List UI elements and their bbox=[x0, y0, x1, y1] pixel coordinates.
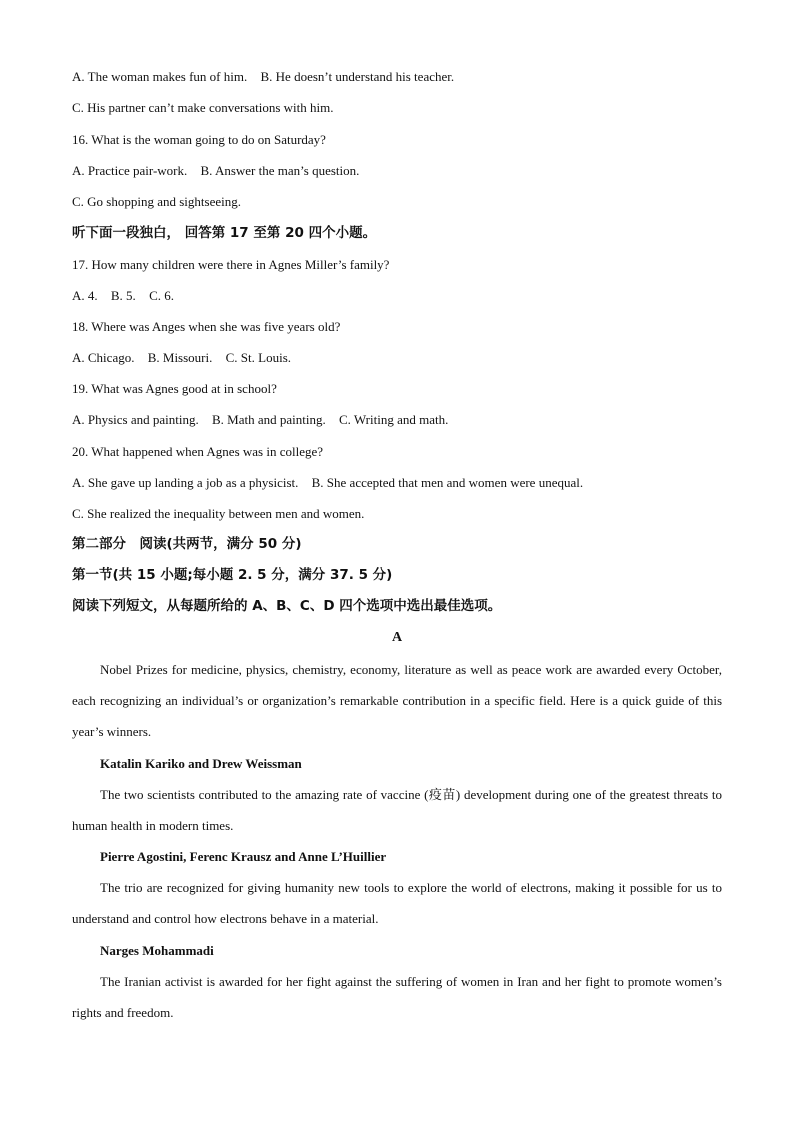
q18-option-b: B. Missouri. bbox=[147, 350, 213, 365]
winner-description-1: The two scientists contributed to the amazing rate of vaccine (疫苗) development during one of the greatest threats to human health in modern times. bbox=[72, 787, 722, 833]
passage-intro-paragraph: Nobel Prizes for medicine, physics, chemistry, economy, literature as well as peace work are awarded every October, each recognizing an individual’s or organization’s remarkable contribution in a specific field. Here is a quick guide of this year’s winners. bbox=[72, 662, 722, 739]
passage-label: A bbox=[391, 630, 403, 645]
q15-options-row-1 bbox=[72, 68, 454, 85]
q17-question: 17. How many children were there in Agnes Miller’s family? bbox=[72, 257, 390, 272]
q17-option-b: B. 5. bbox=[110, 288, 136, 303]
winner-name-3: Narges Mohammadi bbox=[100, 943, 214, 958]
q16-question: 16. What is the woman going to do on Saturday? bbox=[72, 132, 326, 147]
q19-question: 19. What was Agnes good at in school? bbox=[72, 381, 277, 396]
q20-option-b: B. She accepted that men and women were unequal. bbox=[311, 475, 584, 490]
q17-options bbox=[72, 287, 174, 304]
q20-question: 20. What happened when Agnes was in college? bbox=[72, 444, 324, 459]
q19-option-b: B. Math and painting. bbox=[212, 412, 326, 427]
winner-name-2: Pierre Agostini, Ferenc Krausz and Anne L’Huillier bbox=[100, 849, 387, 864]
q19-option-c: C. Writing and math. bbox=[339, 412, 449, 427]
q15-option-c: C. His partner can’t make conversations with him. bbox=[72, 100, 334, 115]
winner-name-1: Katalin Kariko and Drew Weissman bbox=[100, 756, 302, 771]
winner-description-3: The Iranian activist is awarded for her fight against the suffering of women in Iran and her fight to promote women’s rights and freedom. bbox=[72, 974, 722, 1020]
q17-option-c: C. 6. bbox=[149, 288, 174, 303]
q15-option-b: B. He doesn’t understand his teacher. bbox=[260, 69, 455, 84]
reading-instruction: 阅读下列短文，从每题所给的 A、B、C、D 四个选项中选出最佳选项。 bbox=[72, 598, 502, 614]
q15-option-a: A. The woman makes fun of him. bbox=[72, 69, 248, 84]
q17-option-a: A. 4. bbox=[72, 288, 98, 303]
winner-description-2: The trio are recognized for giving humanity new tools to explore the world of electrons, making it possible for us to understand and control how electrons behave in a material. bbox=[72, 880, 722, 926]
q20-option-a: A. She gave up landing a job as a physicist. bbox=[72, 475, 299, 490]
listening-section-instruction: 听下面一段独白， 回答第 17 至第 20 四个小题。 bbox=[72, 225, 377, 241]
q18-question: 18. Where was Anges when she was five years old? bbox=[72, 319, 341, 334]
q18-option-a: A. Chicago. bbox=[72, 350, 135, 365]
q19-option-a: A. Physics and painting. bbox=[72, 412, 199, 427]
q18-options bbox=[72, 349, 291, 366]
q16-option-c: C. Go shopping and sightseeing. bbox=[72, 194, 241, 209]
q16-option-b: B. Answer the man’s question. bbox=[200, 163, 360, 178]
reading-section-title: 第一节(共 15 小题;每小题 2. 5 分，满分 37. 5 分) bbox=[72, 567, 393, 583]
q18-option-c: C. St. Louis. bbox=[225, 350, 291, 365]
q20-option-c: C. She realized the inequality between men and women. bbox=[72, 506, 365, 521]
reading-part-title: 第二部分 阅读(共两节，满分 50 分) bbox=[72, 536, 302, 552]
q16-options-row-1 bbox=[72, 162, 359, 179]
q20-options-row-1 bbox=[72, 474, 583, 491]
q19-options bbox=[72, 411, 448, 428]
q16-option-a: A. Practice pair-work. bbox=[72, 163, 188, 178]
